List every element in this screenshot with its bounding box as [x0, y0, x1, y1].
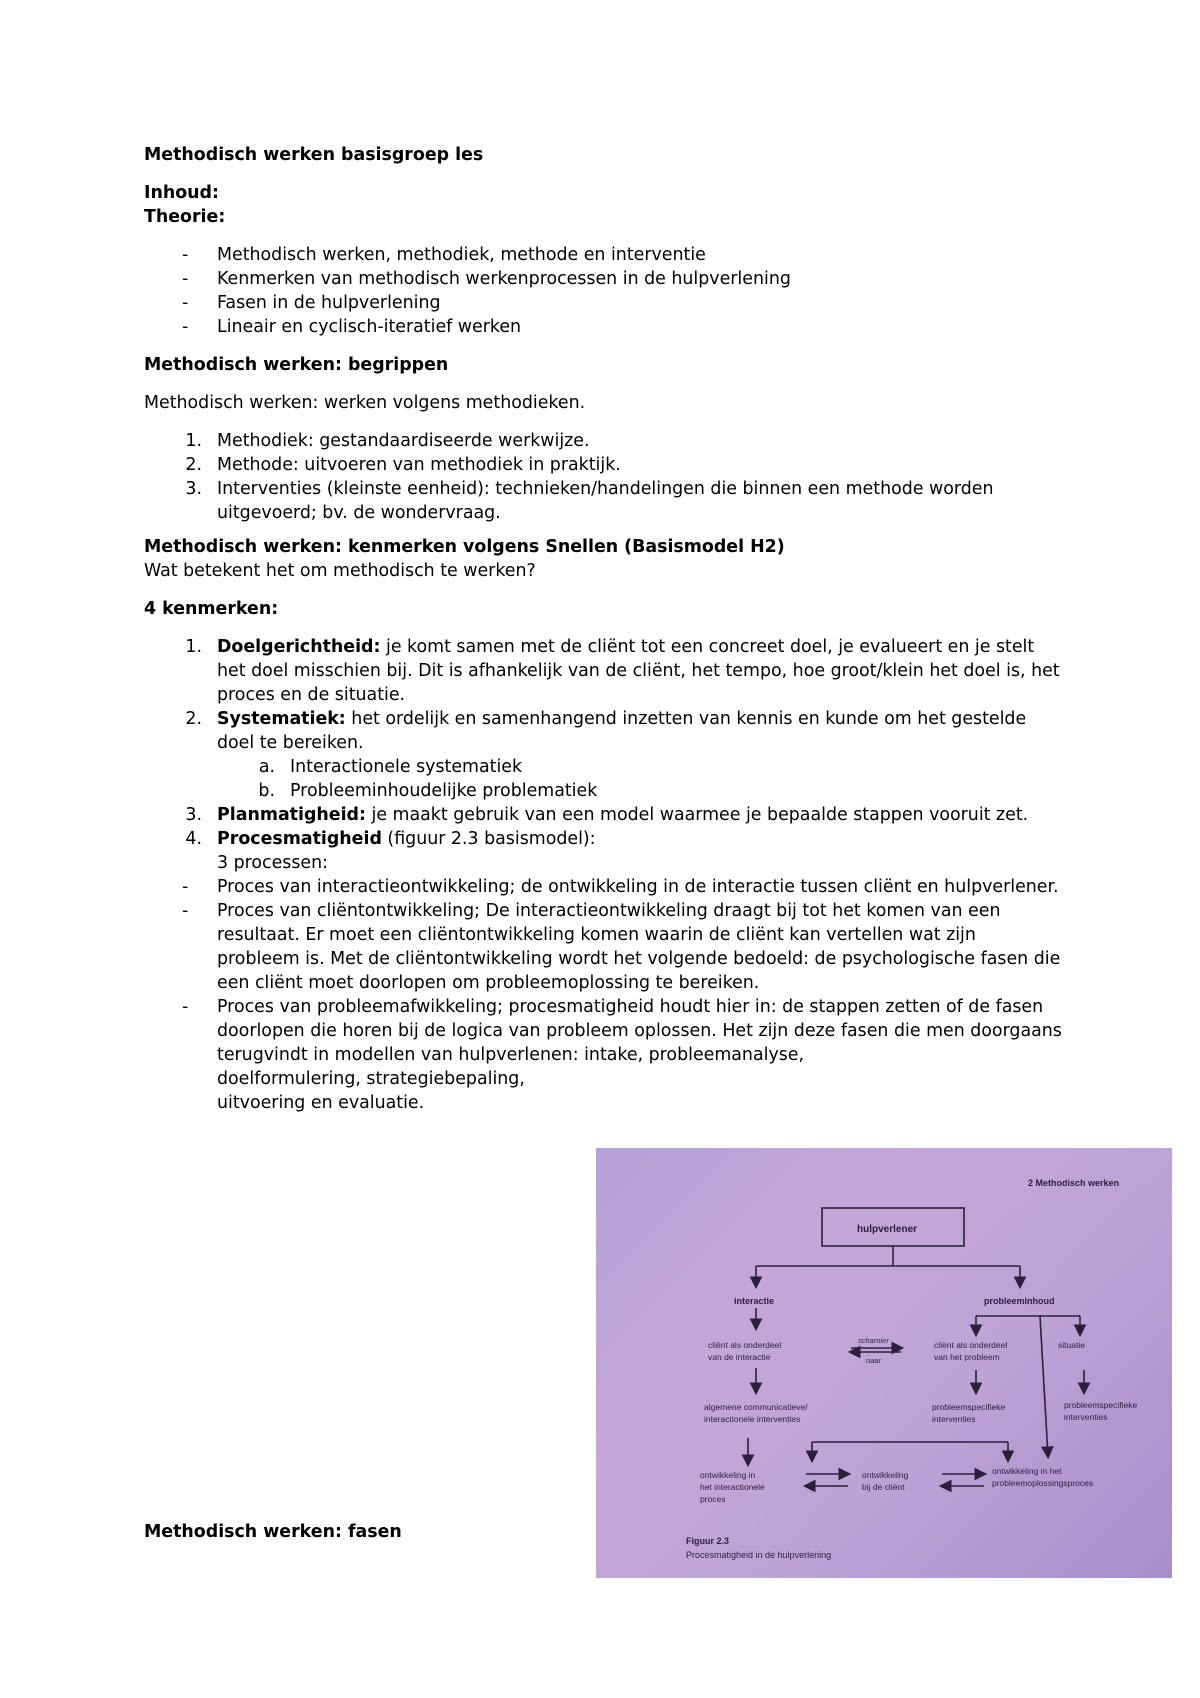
theorie-label: Theorie:	[144, 207, 226, 227]
interactie-label: interactie	[734, 1296, 775, 1306]
client-probleem-label-2: van het probleem	[934, 1352, 1000, 1362]
probleemspecifiek-right-label-2: interventies	[1064, 1412, 1108, 1422]
list-item: - Proces van cliëntontwikkeling; De interactieontwikkeling draagt bij tot het komen van een resultaat. Er moet een cliëntontwikkeling komen waarin de cliënt kan vertellen wat zijn probleem is. Met de cliëntontwikkeling wordt het volgende bedoeld: de psychologische fasen die een cliënt moet doorlopen om probleemoplossing te bereiken.	[182, 901, 1061, 993]
scharnier-label-2: naar	[866, 1356, 882, 1365]
probleeminhoud-label: probleeminhoud	[984, 1296, 1055, 1306]
list-item: a. Interactionele systematiek	[258, 757, 523, 777]
list-item: - Methodisch werken, methodiek, methode en interventie	[182, 245, 706, 265]
processen-label: 3 processen:	[217, 853, 329, 873]
probleemspecifiek-label-2: interventies	[932, 1414, 976, 1424]
ontwikkeling-client-label-1: ontwikkeling	[862, 1470, 909, 1480]
document-body	[144, 143, 1064, 1115]
list-item: 1. Methodiek: gestandaardiseerde werkwijze.	[185, 431, 590, 451]
kenmerken-list	[144, 635, 1064, 1115]
ontwikkeling-probleem-label-2: probleemoplossingsproces	[992, 1478, 1094, 1488]
inhoud-label: Inhoud:	[144, 183, 219, 203]
list-item: b. Probleeminhoudelijke problematiek	[258, 781, 598, 801]
client-interactie-label-2: van de interactie	[708, 1352, 771, 1362]
ontwikkeling-probleem-label-1: ontwikkeling in het	[992, 1466, 1062, 1476]
list-item: 4. Procesmatigheid (figuur 2.3 basismodel):	[185, 829, 596, 849]
probleemspecifiek-label-1: probleemspecifieke	[932, 1402, 1006, 1412]
begrippen-intro: Methodisch werken: werken volgens methodieken.	[144, 393, 586, 413]
figure-caption-title: Procesmatigheid in de hulpverlening	[686, 1550, 832, 1560]
kenmerken-question: Wat betekent het om methodisch te werken?	[144, 561, 536, 581]
list-item: - Lineair en cyclisch-iteratief werken	[182, 317, 522, 337]
algemene-label-1: algemene communicatieve/	[704, 1402, 808, 1412]
list-item: 1. Doelgerichtheid: je komt samen met de cliënt tot een concreet doel, je evalueert en je stelt het doel misschien bij. Dit is afhankelijk van de cliënt, het tempo, hoe groot/klein het doel is, het proces en de situatie.	[185, 637, 1060, 705]
list-item: - Fasen in de hulpverlening	[182, 293, 441, 313]
kenmerken-heading: Methodisch werken: kenmerken volgens Snellen (Basismodel H2)	[144, 537, 785, 557]
procesmatigheid-diagram	[596, 1148, 1172, 1578]
ontwikkeling-interactie-label-3: proces	[700, 1494, 726, 1504]
chapter-header: 2 Methodisch werken	[1028, 1178, 1120, 1188]
ontwikkeling-interactie-label-1: ontwikkeling in	[700, 1470, 756, 1480]
algemene-label-2: interactionele interventies	[704, 1414, 801, 1424]
list-item: - Kenmerken van methodisch werkenprocessen in de hulpverlening	[182, 269, 791, 289]
hulpverlener-label: hulpverlener	[857, 1224, 918, 1235]
ontwikkeling-client-label-2: bij de cliënt	[862, 1482, 905, 1492]
list-item: 3. Interventies (kleinste eenheid): technieken/handelingen die binnen een methode worden uitgevoerd; bv. de wondervraag.	[185, 479, 994, 523]
theorie-list	[144, 243, 1064, 339]
situatie-label: situatie	[1058, 1340, 1085, 1350]
list-item: 2. Systematiek: het ordelijk en samenhangend inzetten van kennis en kunde om het gestelde doel te bereiken.	[185, 709, 1027, 753]
processen-tail-1: doelformulering, strategiebepaling,	[217, 1069, 525, 1089]
probleemspecifiek-right-label-1: probleemspecifieke	[1064, 1400, 1138, 1410]
list-item: 2. Methode: uitvoeren van methodiek in praktijk.	[185, 455, 621, 475]
client-interactie-label-1: cliënt als onderdeel	[708, 1340, 782, 1350]
document-title: Methodisch werken basisgroep les	[144, 145, 484, 165]
list-item: - Proces van probleemafwikkeling; procesmatigheid houdt hier in: de stappen zetten of de fasen doorlopen die horen bij de logica van probleem oplossen. Het zijn deze fasen die men doorgaans terugvindt in modellen van hulpverlenen: intake, probleemanalyse,	[182, 997, 1062, 1065]
begrippen-list	[144, 429, 1064, 525]
scharnier-label-1: scharnier	[858, 1336, 889, 1345]
list-item: - Proces van interactieontwikkeling; de ontwikkeling in de interactie tussen cliënt en hulpverlener.	[182, 877, 1059, 897]
figure-caption-number: Figuur 2.3	[686, 1536, 730, 1546]
list-item: 3. Planmatigheid: je maakt gebruik van een model waarmee je bepaalde stappen vooruit zet.	[185, 805, 1029, 825]
client-probleem-label-1: cliënt als onderdeel	[934, 1340, 1008, 1350]
kenmerken-count-heading: 4 kenmerken:	[144, 599, 279, 619]
fasen-heading: Methodisch werken: fasen	[144, 1522, 402, 1542]
figure-photo-procesmatigheid	[596, 1148, 1172, 1578]
ontwikkeling-interactie-label-2: het interactionele	[700, 1482, 765, 1492]
begrippen-heading: Methodisch werken: begrippen	[144, 355, 449, 375]
processen-tail-2: uitvoering en evaluatie.	[217, 1093, 425, 1113]
